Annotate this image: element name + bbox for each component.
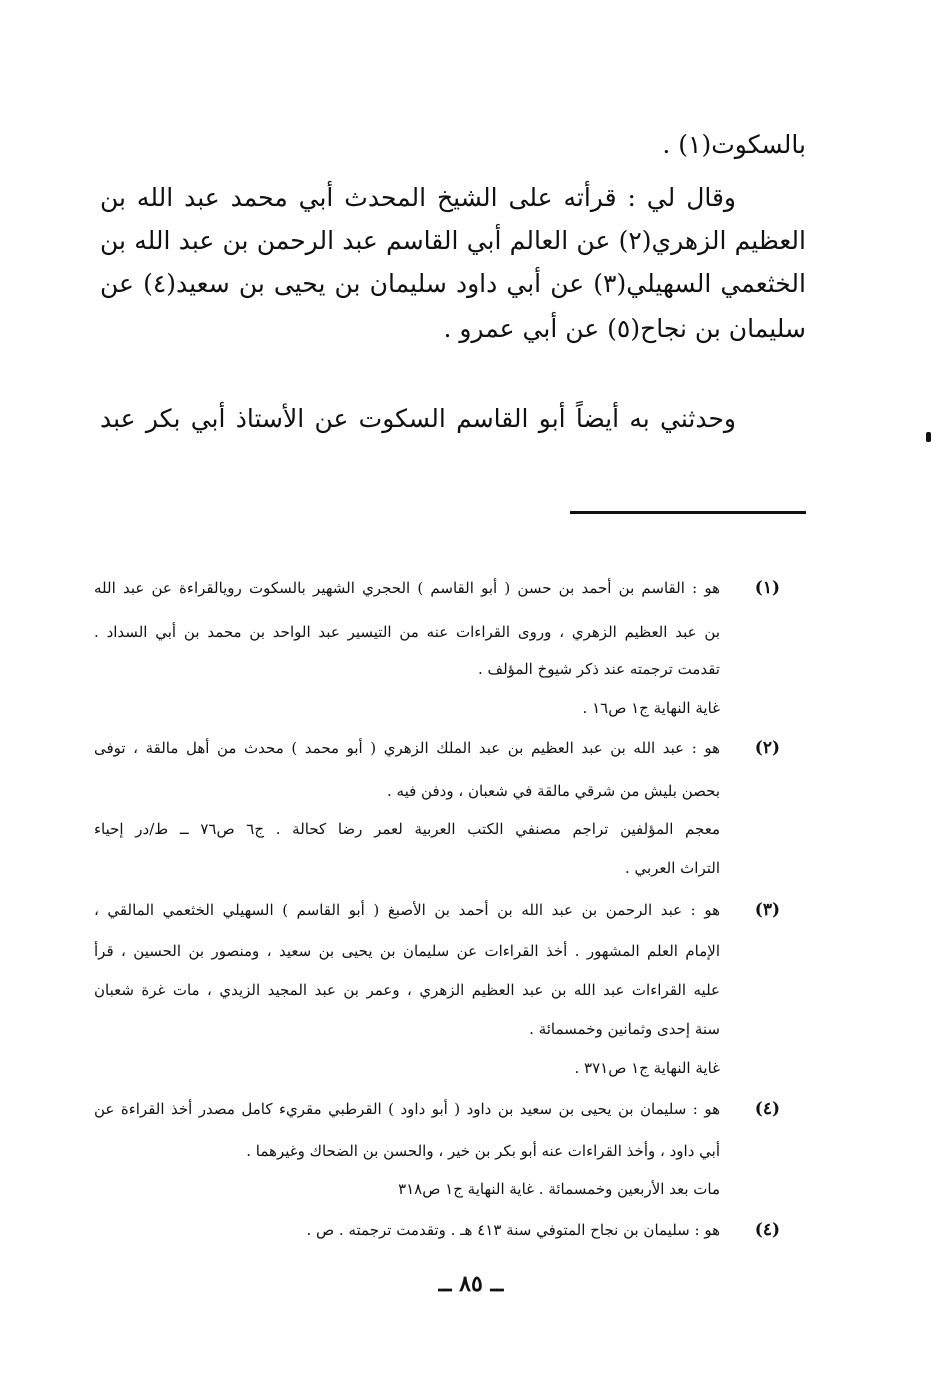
footnote-number: (٣) [754,900,780,920]
footnote-line: تقدمت ترجمته عند ذكر شيوخ المؤلف . [478,660,720,678]
footnote-line: بحصن بليش من شرقي مالقة في شعبان ، ودفن فيه . [387,782,720,800]
footnote-line: التراث العربي . [624,859,720,877]
footnote-line: مات بعد الأربعين وخمسمائة . غاية النهاية ج١ ص٣١٨ [398,1180,720,1198]
footnote-line: هو : القاسم بن أحمد بن حسن ( أبو القاسم ) الحجري الشهير بالسكوت رويالقراءة عن عبد الله [94,579,720,597]
footnote-separator [570,511,806,514]
footnote-line: غاية النهاية ج١ ص٣٧١ . [574,1059,720,1077]
main-line-1: بالسكوت(١) . [662,130,806,159]
footnote-number: (١) [754,578,780,598]
footnote-line: هو : عبد الله بن عبد العظيم بن عبد الملك الزهري ( أبو محمد ) محدث من أهل مالقة ، توفى [94,739,720,757]
main-line-6: وحدثني به أيضاً أبو القاسم السكوت عن الأستاذ أبي بكر عبد [100,404,736,433]
footnote-number: (٢) [754,738,780,758]
main-line-5: سليمان بن نجاح(٥) عن أبي عمرو . [443,314,806,343]
footnote-line: بن عبد العظيم الزهري ، وروى القراءات عنه من التيسير عبد الواحد بن محمد بن أبي السداد . [94,623,720,641]
footnote-line: هو : عبد الرحمن بن عبد الله بن أحمد بن الأصبغ ( أبو القاسم ) السهيلي الخثعمي المالقي ، [94,901,720,919]
footnote-line: الإمام العلم المشهور . أخذ القراءات عن سليمان بن يحيى بن سعيد ، ومنصور بن الحسين ، قرأ [94,942,720,960]
footnote-line: غاية النهاية ج١ ص١٦ . [582,699,720,717]
footnote-line: معجم المؤلفين تراجم مصنفي الكتب العربية لعمر رضا كحالة . ج٦ ص٧٦ ــ ط/در إحياء [94,820,720,838]
footnote-number: (٤) [754,1099,780,1119]
margin-mark [926,432,931,442]
main-line-4: الخثعمي السهيلي(٣) عن أبي داود سليمان بن يحيى بن سعيد(٤) عن [100,269,806,298]
footnote-number: (٤) [754,1220,780,1240]
footnote-line: سنة إحدى وثمانين وخمسمائة . [529,1020,720,1038]
page-number: ــ ٨٥ ــ [438,1271,504,1297]
footnote-line: هو : سليمان بن نجاح المتوفي سنة ٤١٣ هـ . وتقدمت ترجمته . ص . [306,1221,720,1239]
main-line-3: العظيم الزهري(٢) عن العالم أبي القاسم عبد الرحمن بن عبد الله بن [100,226,806,255]
footnote-line: أبي داود ، وأخذ القراءات عنه أبو بكر بن خير ، والحسن بن الضحاك وغيرهما . [246,1142,720,1160]
footnote-line: عليه القراءات عبد الله بن عبد العظيم الزهري ، وعمر بن عبد المجيد الزيدي ، مات غرة شعبان [94,981,720,999]
main-line-2: وقال لي : قرأته على الشيخ المحدث أبي محمد عبد الله بن [100,183,736,212]
footnote-line: هو : سليمان بن يحيى بن سعيد بن داود ( أبو داود ) القرطبي مقريء كامل مصدر أخذ القراءة عن [94,1100,720,1118]
